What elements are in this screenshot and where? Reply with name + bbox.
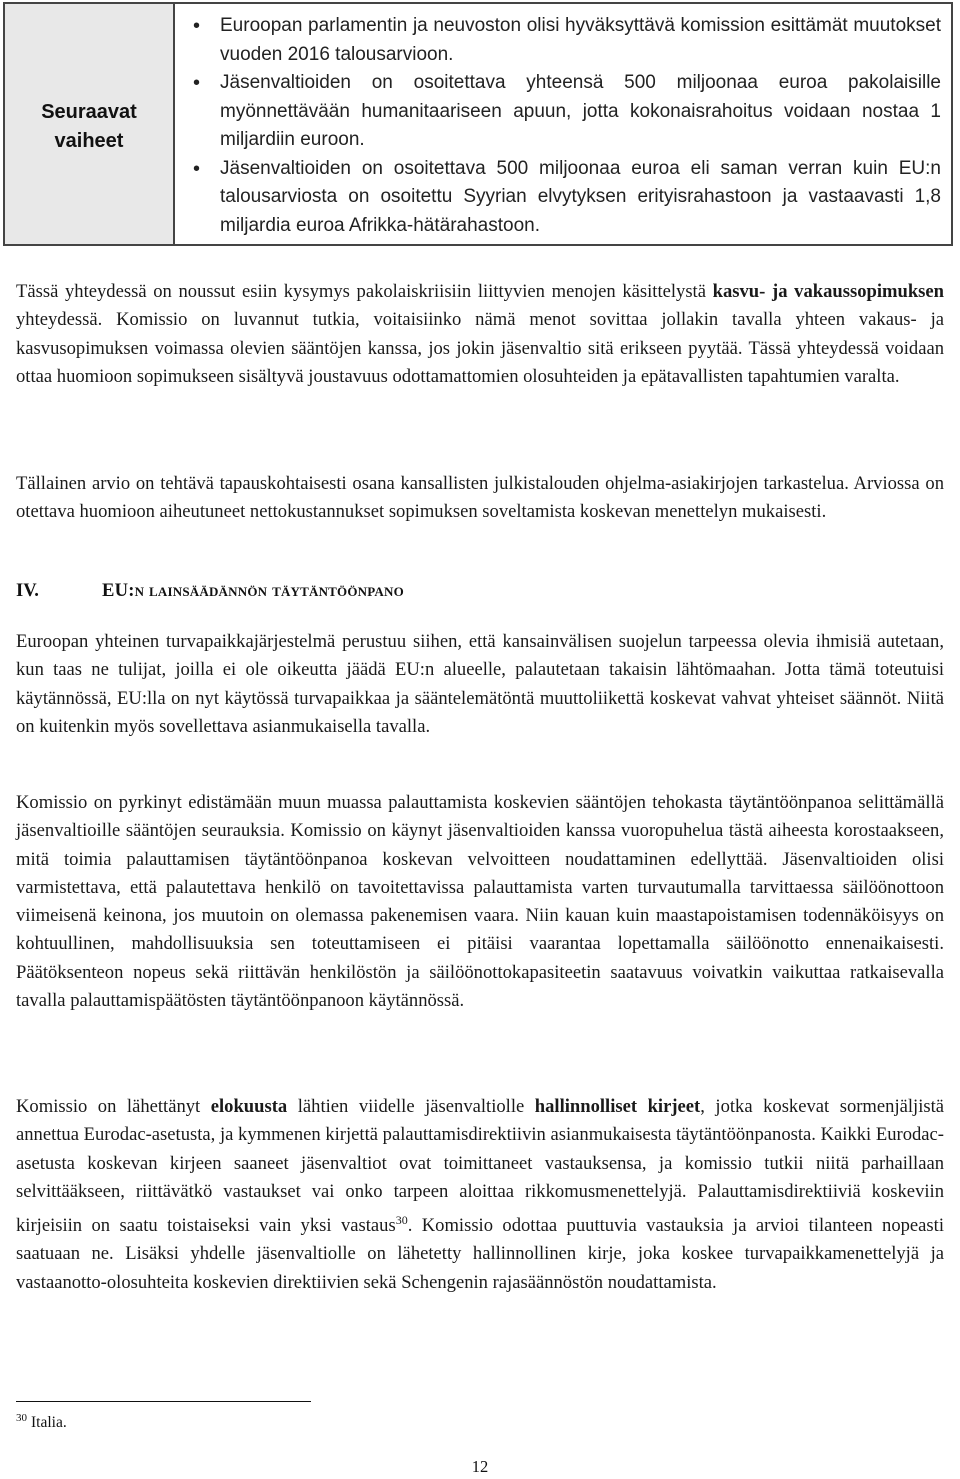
next-steps-list: [175, 12, 941, 240]
next-steps-box: [3, 2, 953, 246]
list-item: • Euroopan parlamentin ja neuvoston olisi hyväksyttävä komission esittämät muutokset vuoden 2016 talousarvioon.: [220, 12, 941, 69]
paragraph-text: . Komissio odottaa puuttuvia vastauksia ja arvioi tilanteen nopeasti saatuaan ne. Lisäksi yhdelle jäsenvaltiolle on lähetetty hallinnollinen kirje, joka koskee turvapaikkamenettelyjä ja vastaanotto-olosuhteita koskevien direktiivien sekä Schengenin rajasäännöstön noudattamista.: [16, 1215, 944, 1293]
next-steps-content: [175, 4, 951, 244]
footnote-text: Italia.: [31, 1414, 67, 1431]
bold-term: hallinnolliset kirjeet: [534, 1096, 701, 1117]
paragraph-text: Euroopan yhteinen turvapaikkajärjestelmä perustuu siihen, että kansainvälisen suojelun tarpeessa olevia ihmisiä autetaan, kun taas ne tulijat, joilla ei ole oikeutta jäädä EU:n alueelle, palautetaan takaisin lähtömaahan. Jotta tämä toteutuisi käytännössä, EU:lla on nyt käytössä turvapaikkaa ja sääntelemätöntä muuttoliikettä koskevat vahvat yhteiset säännöt. Niitä on kuitenkin myös sovellettava asianmukaisella tavalla.: [16, 631, 944, 737]
footnote-reference[interactable]: 30: [395, 1213, 408, 1228]
paragraph-text: Komissio on pyrkinyt edistämään muun muassa palauttamista koskevien sääntöjen tehokasta täytäntöönpanoa selittämällä jäsenvaltioille sääntöjen seurauksia. Komissio on käynyt jäsenvaltioiden kanssa vuoropuhelua tästä aiheesta korostaakseen, mitä toimia palauttamisen täytäntöönpanoa koskevan velvoitteen noudattaminen edellyttää. Jäsenvaltioiden olisi varmistettava, että palautettava henkilö on tavoitettavissa palauttamista varten turvautumalla tarvittaessa säilöönottoon viimeisenä keinona, jos muutoin on olemassa pakenemisen vaara. Niin kauan kuin maastapoistamisen todennäköisyys on kohtuullinen, mahdollisuuksia sen toteuttamiseen ei pitäisi vaarantaa lopettamalla säilöönotto ennenaikaisesti. Päätöksenteon nopeus sekä riittävän henkilöstön ja säilöönottokapasiteetin saatavuus voivatkin vaikuttaa ratkaisevalla tavalla palauttamispäätösten täytäntöönpanoon käytännössä.: [16, 792, 944, 1012]
list-item: • Jäsenvaltioiden on osoitettava yhteensä 500 miljoonaa euroa pakolaisille myönnettävään humanitaariseen apuun, jotta kokonaisrahoitus voidaan nostaa 1 miljardiin euroon.: [220, 69, 941, 155]
bold-term: elokuusta: [210, 1096, 288, 1117]
paragraph-text: , jotka koskevat sormenjäljistä annettua Eurodac-asetusta, ja kymmenen kirjettä palauttamisdirektiivin asianmukaisesta täytäntöönpanosta. Kaikki Eurodac-asetusta koskevan kirjeen saaneet jäsenvaltiot ovat toimittaneet vastauksensa, ja komissio tutkii niitä parhaillaan selvittääkseen, riittävätkö vastaukset vai onko tarpeen aloittaa rikkomusmenettelyjä. Palauttamisdirektiiviä koskeviin kirjeisiin on saatu toistaiseksi vain yksi vastaus: [16, 1096, 945, 1237]
paragraph-text: yhteydessä. Komissio on luvannut tutkia, voitaisiinko nämä menot sovittaa jollakin tavalla yhteen vakaus- ja kasvusopimuksen voimassa olevien sääntöjen kanssa, jos jokin jäsenvaltio sitä erikseen pyytää. Tässä yhteydessä voidaan ottaa huomioon sopimukseen sisältyvä joustavuus odottamattomien olosuhteiden ja epätavallisten tapahtumien varalta.: [16, 309, 944, 387]
footnote-number: 30: [16, 1412, 27, 1424]
paragraph-return-rules: [16, 789, 944, 1015]
bold-term: kasvu- ja vakaussopimuksen: [712, 281, 944, 302]
paragraph-text: lähtien viidelle jäsenvaltiolle: [287, 1096, 535, 1117]
paragraph-text: Tällainen arvio on tehtävä tapauskohtaisesti osana kansallisten julkistalouden ohjelma-asiakirjojen tarkastelua. Arviossa on otettava huomioon aiheutuneet nettokustannukset sopimuksen soveltamista koskevan menettelyn mukaisesti.: [16, 473, 944, 523]
paragraph-assessment: [16, 470, 944, 527]
paragraph-text: Tässä yhteydessä on noussut esiin kysymys pakolaiskriisiin liittyvien menojen käsittelystä: [16, 281, 713, 302]
section-heading: [16, 580, 944, 602]
list-item: • Jäsenvaltioiden on osoitettava 500 miljoonaa euroa eli saman verran kuin EU:n talousarviosta on osoitettu Syyrian elvytyksen erityisrahastoon ja vastaavasti 1,8 miljardia euroa Afrikka-hätärahastoon.: [220, 155, 941, 241]
next-steps-label: [5, 4, 175, 244]
footnote: [16, 1412, 67, 1432]
paragraph-asylum-system: [16, 628, 944, 741]
label-line-1: Seuraavat: [41, 101, 137, 123]
footnote-divider: [16, 1401, 311, 1402]
paragraph-growth-pact: [16, 278, 944, 391]
section-title: EU:n lainsäädännön täytäntöönpano: [102, 580, 404, 601]
label-line-2: vaiheet: [54, 130, 124, 152]
section-number: IV.: [16, 580, 39, 601]
paragraph-administrative-letters: [16, 1093, 944, 1297]
paragraph-text: Komissio on lähettänyt: [16, 1096, 211, 1117]
page-number: 12: [471, 1457, 489, 1476]
